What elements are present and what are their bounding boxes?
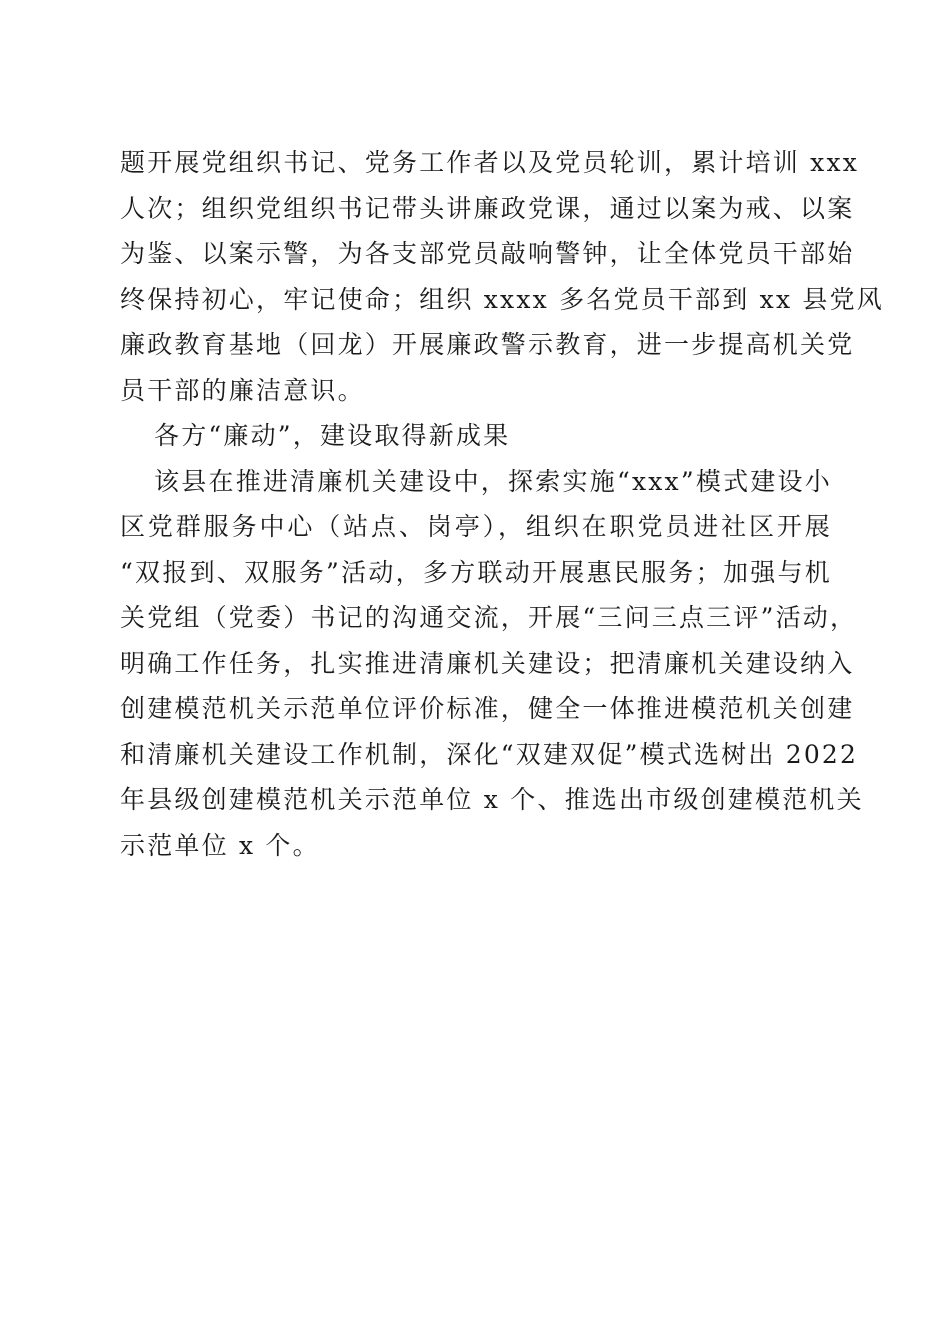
text-line: 区党群服务中心（站点、岗亭），组织在职党员进社区开展 (120, 512, 832, 541)
text-line: 该县在推进清廉机关建设中，探索实施“xxx”模式建设小 (154, 466, 832, 496)
document-body (120, 140, 884, 868)
text-line: “双报到、双服务”活动，多方联动开展惠民服务；加强与机 (120, 557, 832, 587)
text-line: 人次；组织党组织书记带头讲廉政党课，通过以案为戒、以案 (120, 193, 855, 223)
text-line: 为鉴、以案示警，为各支部党员敲响警钟，让全体党员干部始 (120, 239, 855, 268)
text-line: 示范单位 x 个。 (120, 830, 320, 860)
text-line: 关党组（党委）书记的沟通交流，开展“三问三点三评”活动， (120, 603, 858, 632)
paragraph-1 (120, 140, 884, 413)
section-heading (120, 413, 832, 459)
text-line: 题开展党组织书记、党务工作者以及党员轮训，累计培训 xxx (120, 148, 860, 177)
section-heading-text: 各方“廉动”，建设取得新成果 (154, 421, 511, 450)
text-line: 和清廉机关建设工作机制，深化“双建双促”模式选树出 2022 (120, 739, 859, 769)
text-line: 年县级创建模范机关示范单位 x 个、推选出市级创建模范机关 (120, 785, 864, 814)
text-line: 员干部的廉洁意识。 (120, 375, 365, 405)
paragraph-2 (120, 459, 864, 869)
text-line: 创建模范机关示范单位评价标准，健全一体推进模范机关创建 (120, 694, 855, 723)
text-line: 终保持初心，牢记使命；组织 xxxx 多名党员干部到 xx 县党风 (120, 284, 884, 314)
text-line: 明确工作任务，扎实推进清廉机关建设；把清廉机关建设纳入 (120, 648, 855, 678)
text-line: 廉政教育基地（回龙）开展廉政警示教育，进一步提高机关党 (120, 330, 855, 359)
